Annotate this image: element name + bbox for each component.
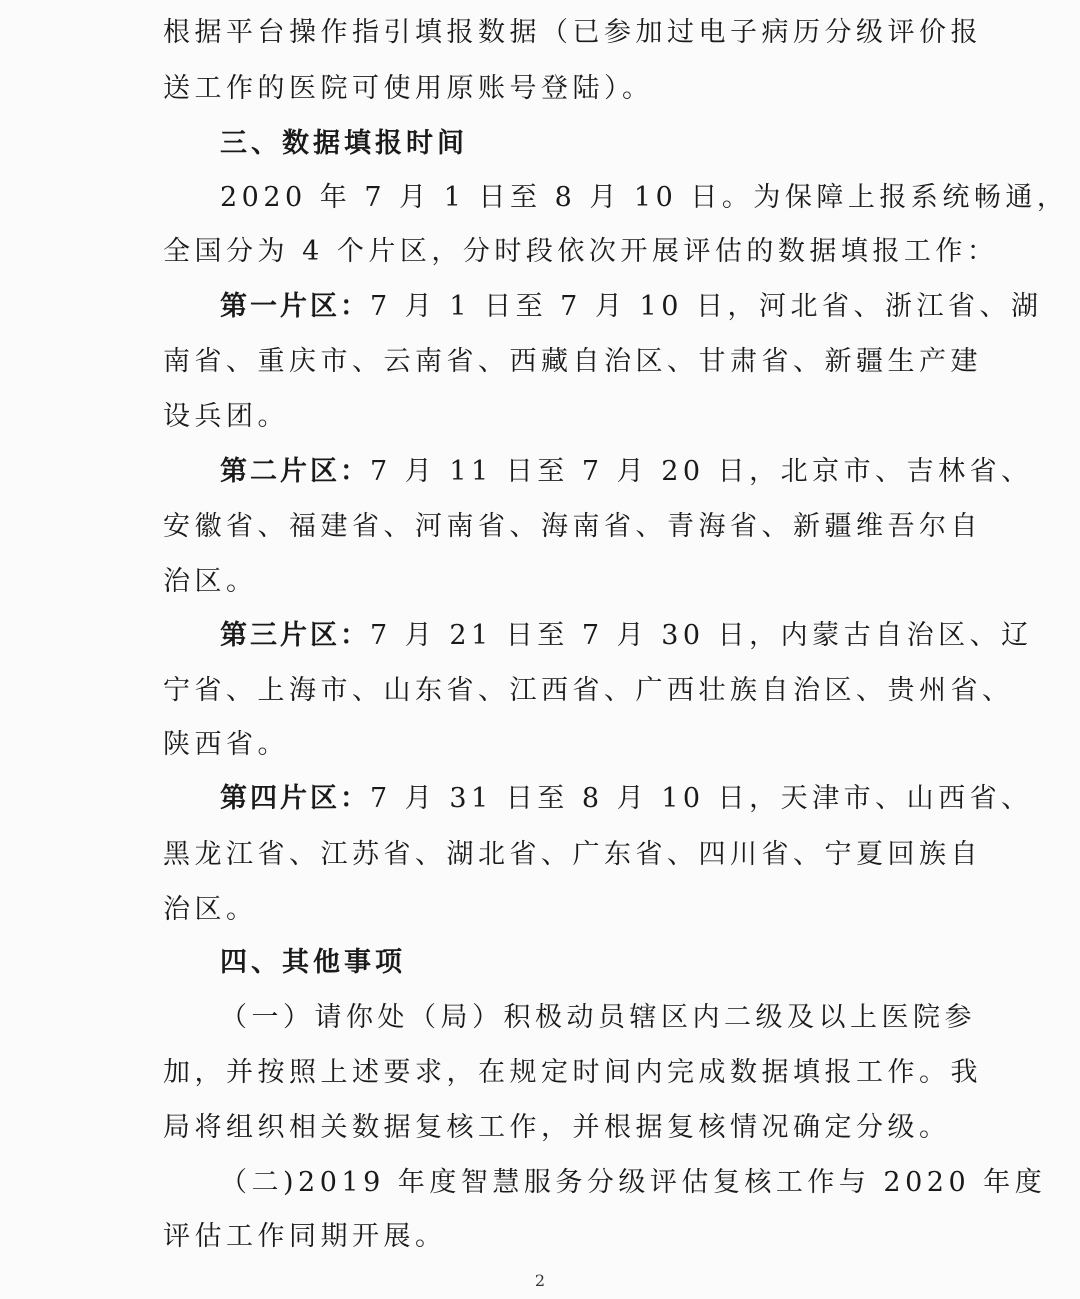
zone-3-line: [220, 619, 1033, 653]
zone-2-line: [220, 455, 1033, 489]
paragraph-line: 送工作的医院可使用原账号登陆）。: [163, 73, 654, 104]
paragraph-line: 局将组织相关数据复核工作，并根据复核情况确定分级。: [163, 1112, 951, 1143]
zone-4-line: [220, 782, 1033, 816]
paragraph-line: 设兵团。: [163, 401, 289, 432]
paragraph-line: 根据平台操作指引填报数据（已参加过电子病历分级评价报: [163, 17, 982, 48]
zone-2-text: 7 月 11 日至 7 月 20 日，北京市、吉林省、: [370, 456, 1033, 487]
paragraph-line: 全国分为 4 个片区，分时段依次开展评估的数据填报工作：: [163, 236, 999, 267]
zone-1-label: 第一片区：: [220, 291, 370, 322]
paragraph-line: 加，并按照上述要求，在规定时间内完成数据填报工作。我: [163, 1057, 982, 1088]
paragraph-line: 陕西省。: [163, 729, 289, 760]
zone-4-text: 7 月 31 日至 8 月 10 日，天津市、山西省、: [370, 783, 1033, 814]
zone-4-label: 第四片区：: [220, 783, 370, 814]
page-number: 2: [534, 1271, 546, 1290]
paragraph-line: 治区。: [163, 566, 258, 597]
paragraph-line: （一）请你处（局）积极动员辖区内二级及以上医院参: [220, 1002, 976, 1033]
zone-1-text: 7 月 1 日至 7 月 10 日，河北省、浙江省、湖: [370, 291, 1043, 322]
paragraph-line: 南省、重庆市、云南省、西藏自治区、甘肃省、新疆生产建: [163, 346, 982, 377]
paragraph-line: 安徽省、福建省、河南省、海南省、青海省、新疆维吾尔自: [163, 511, 982, 542]
paragraph-line: （二)2019 年度智慧服务分级评估复核工作与 2020 年度: [220, 1167, 1047, 1198]
zone-3-label: 第三片区：: [220, 620, 370, 651]
paragraph-line: 评估工作同期开展。: [163, 1221, 447, 1252]
section-heading-3: 三、数据填报时间: [220, 128, 468, 159]
zone-2-label: 第二片区：: [220, 456, 370, 487]
zone-1-line: [220, 290, 1043, 324]
paragraph-line: 2020 年 7 月 1 日至 8 月 10 日。为保障上报系统畅通，: [220, 182, 1069, 213]
paragraph-line: 治区。: [163, 894, 258, 925]
paragraph-line: 宁省、上海市、山东省、江西省、广西壮族自治区、贵州省、: [163, 675, 1014, 706]
section-heading-4: 四、其他事项: [220, 947, 406, 978]
zone-3-text: 7 月 21 日至 7 月 30 日，内蒙古自治区、辽: [370, 620, 1033, 651]
paragraph-line: 黑龙江省、江苏省、湖北省、广东省、四川省、宁夏回族自: [163, 839, 982, 870]
